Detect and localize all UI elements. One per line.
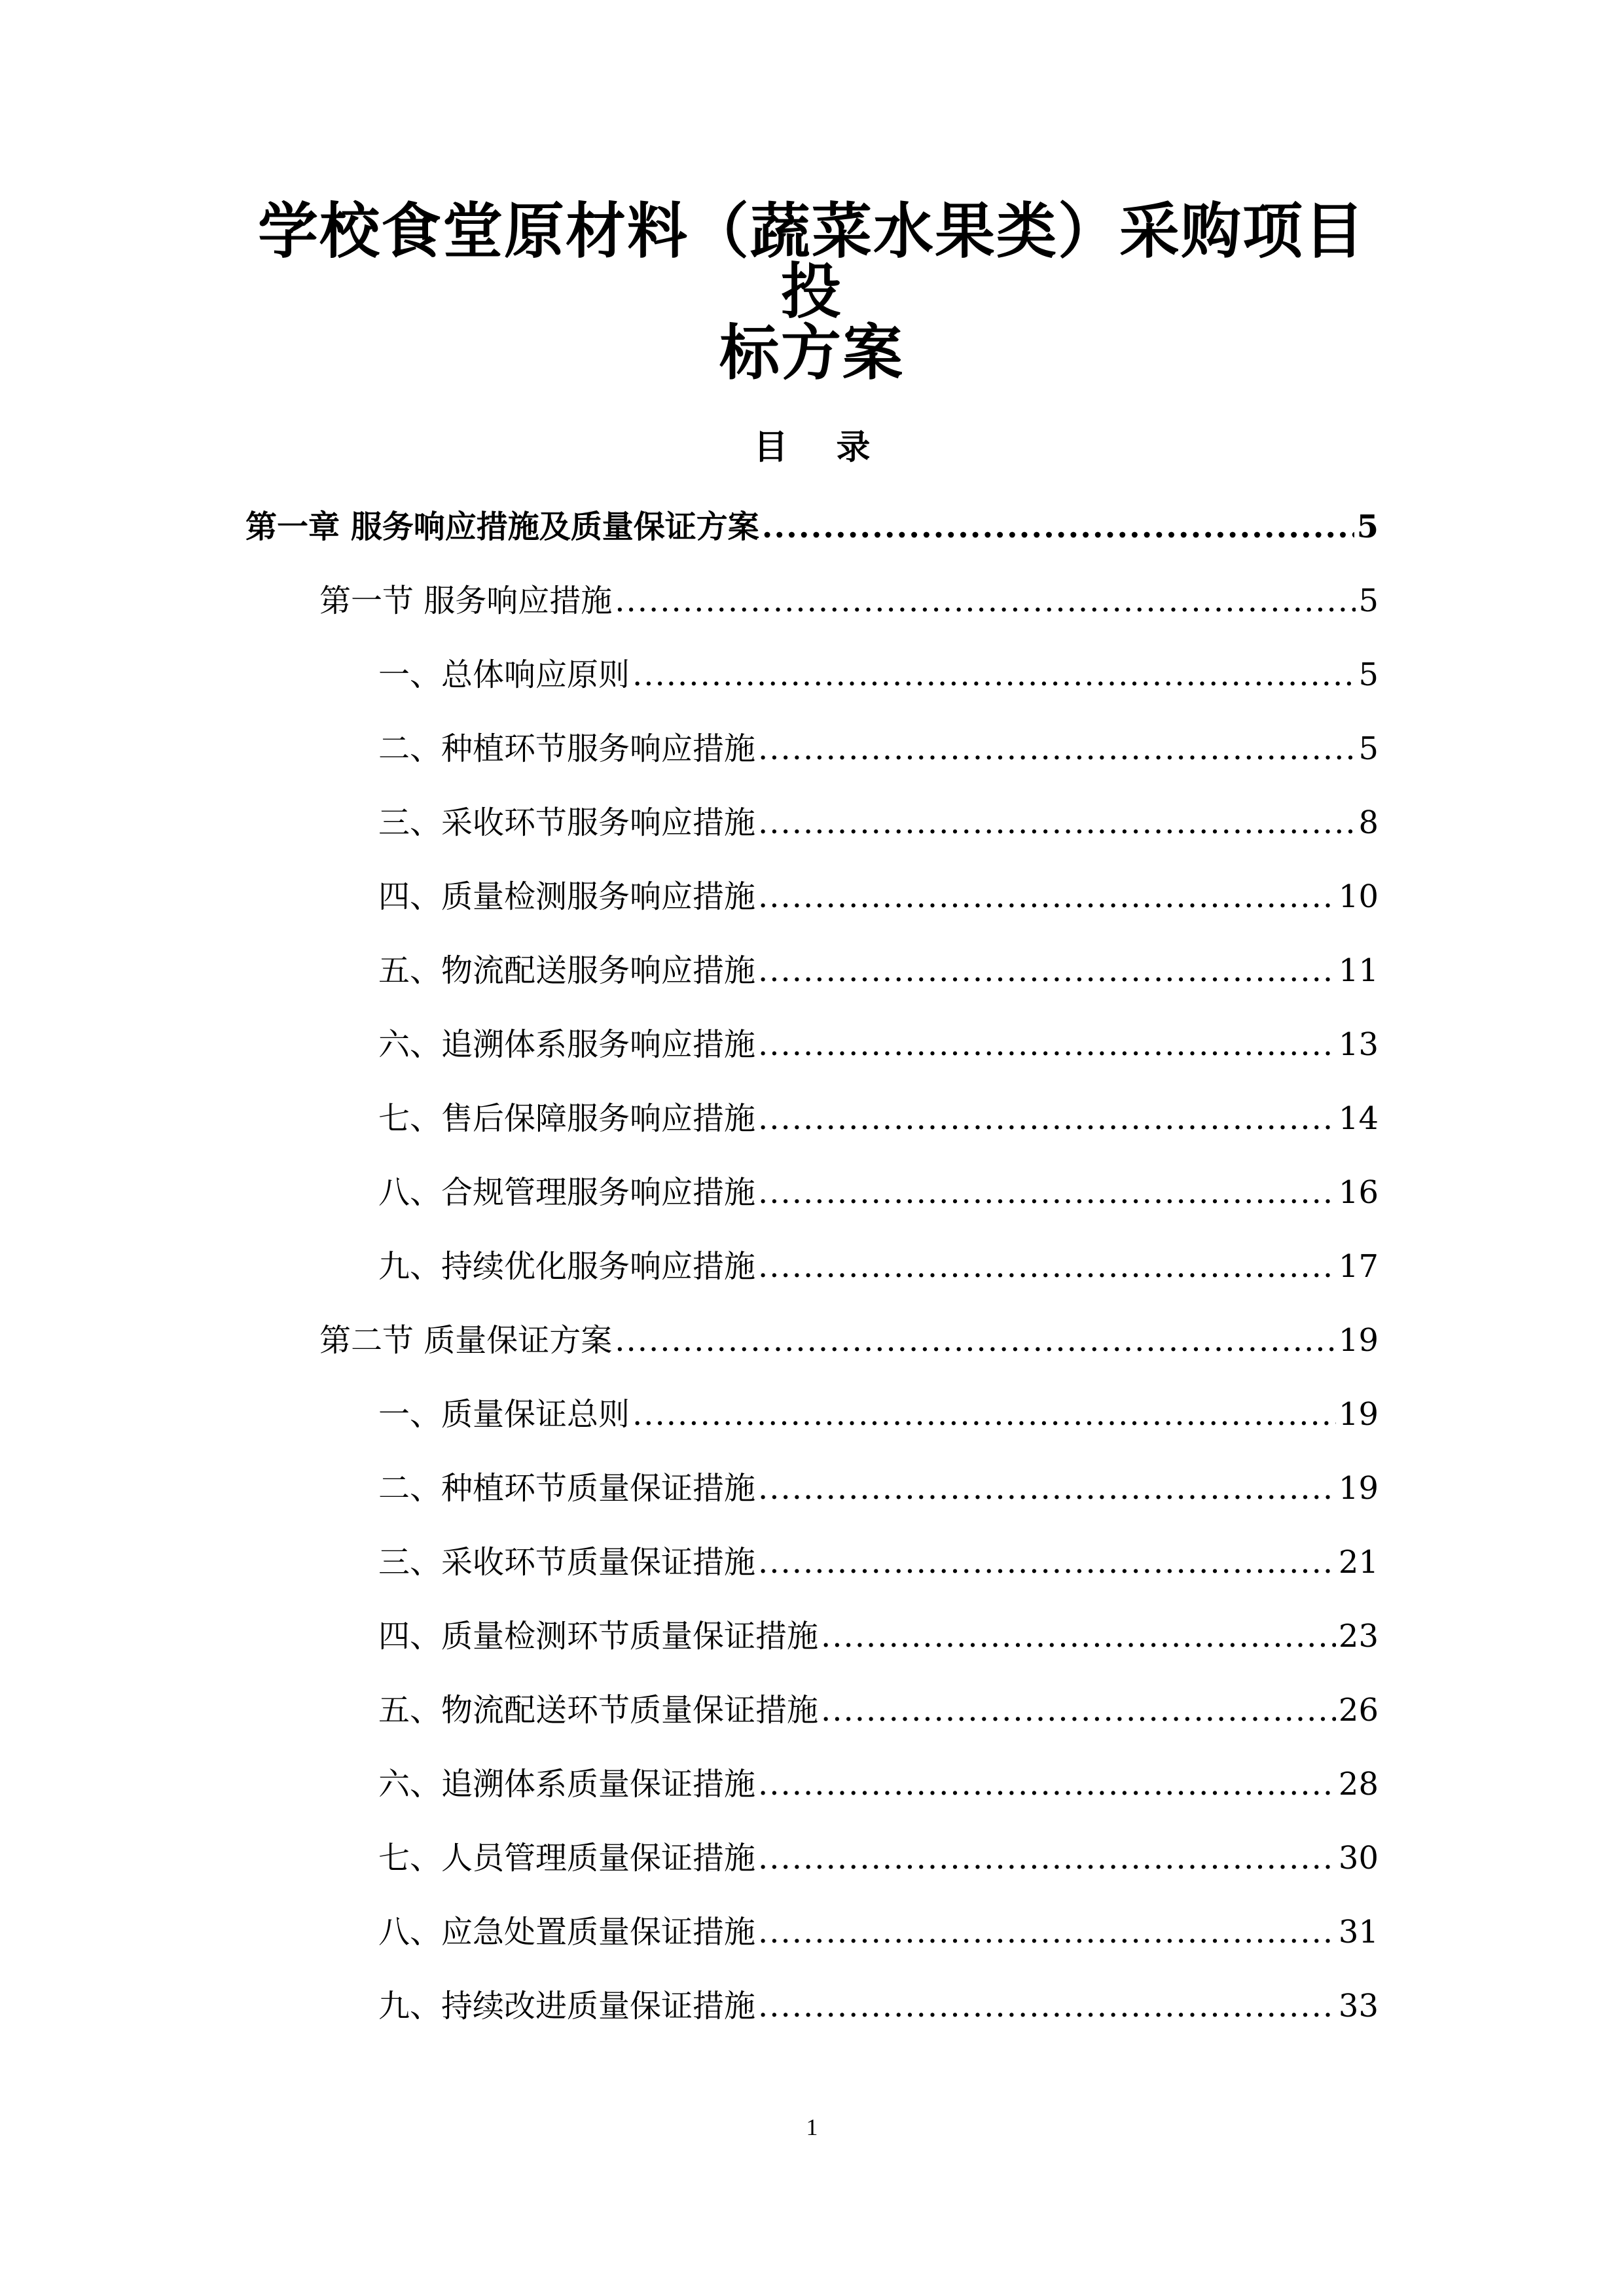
- toc-entry-item[interactable]: [378, 1096, 1379, 1141]
- toc-dot-leader: [758, 874, 1336, 920]
- toc-entry-section-1[interactable]: [319, 578, 1379, 624]
- toc-dot-leader: [632, 1391, 1336, 1437]
- toc-entry-label: 二、种植环节服务响应措施: [378, 730, 756, 767]
- toc-entry-page: 28: [1338, 1766, 1379, 1803]
- toc-entry-page: 5: [1358, 656, 1379, 693]
- toc-entry-label: 第二节 质量保证方案: [319, 1322, 613, 1359]
- toc-entry-item[interactable]: [378, 652, 1379, 698]
- toc-dot-leader: [758, 726, 1356, 772]
- toc-entry-label: 九、持续优化服务响应措施: [378, 1248, 756, 1285]
- document-title-line-2: 标方案: [719, 318, 904, 388]
- toc-dot-leader: [758, 1761, 1336, 1807]
- toc-entry-page: 10: [1338, 878, 1379, 915]
- toc-entry-label: 四、质量检测环节质量保证措施: [378, 1618, 819, 1655]
- toc-dot-leader: [615, 578, 1356, 624]
- toc-entry-item[interactable]: [378, 800, 1379, 846]
- toc-entry-page: 19: [1338, 1470, 1379, 1507]
- toc-dot-leader: [758, 1983, 1336, 2029]
- toc-entry-label: 二、种植环节质量保证措施: [378, 1470, 756, 1507]
- toc-dot-leader: [758, 1539, 1336, 1585]
- toc-dot-leader: [758, 1465, 1336, 1511]
- toc-entry-page: 5: [1358, 730, 1379, 767]
- toc-entry-label: 七、人员管理质量保证措施: [378, 1840, 756, 1876]
- toc-entry-page: 17: [1338, 1248, 1379, 1285]
- toc-entry-page: 8: [1358, 804, 1379, 841]
- toc-heading: 目 录: [753, 428, 889, 467]
- toc-entry-label: 三、采收环节质量保证措施: [378, 1544, 756, 1581]
- toc-entry-page: 23: [1338, 1618, 1379, 1655]
- toc-entry-page: 19: [1338, 1396, 1379, 1433]
- toc-entry-label: 一、总体响应原则: [378, 656, 630, 693]
- toc-entry-chapter-1[interactable]: [245, 504, 1379, 550]
- toc-entry-label: 八、合规管理服务响应措施: [378, 1174, 756, 1211]
- toc-dot-leader: [762, 504, 1354, 550]
- toc-entry-page: 26: [1338, 1692, 1379, 1729]
- toc-entry-page: 14: [1338, 1100, 1379, 1137]
- toc-entry-label: 六、追溯体系质量保证措施: [378, 1766, 756, 1803]
- toc-entry-item[interactable]: [378, 726, 1379, 772]
- toc-entry-item[interactable]: [378, 1983, 1379, 2029]
- toc-entry-label: 第一节 服务响应措施: [319, 583, 613, 619]
- toc-entry-label: 九、持续改进质量保证措施: [378, 1988, 756, 2024]
- toc-entry-page: 30: [1338, 1840, 1379, 1876]
- toc-dot-leader: [758, 1096, 1336, 1141]
- toc-entry-item[interactable]: [378, 1761, 1379, 1807]
- toc-dot-leader: [821, 1687, 1336, 1733]
- toc-entry-label: 五、物流配送服务响应措施: [378, 952, 756, 989]
- toc-dot-leader: [758, 1244, 1336, 1289]
- toc-entry-item[interactable]: [378, 1835, 1379, 1881]
- toc-entry-item[interactable]: [378, 1391, 1379, 1437]
- toc-entry-section-2[interactable]: [319, 1318, 1379, 1363]
- toc-entry-label: 七、售后保障服务响应措施: [378, 1100, 756, 1137]
- toc-entry-label: 八、应急处置质量保证措施: [378, 1914, 756, 1950]
- toc-entry-item[interactable]: [378, 1613, 1379, 1659]
- toc-dot-leader: [758, 948, 1336, 994]
- toc-entry-label: 第一章 服务响应措施及质量保证方案: [245, 509, 759, 545]
- toc-entry-item[interactable]: [378, 1022, 1379, 1067]
- toc-entry-page: 21: [1338, 1544, 1379, 1581]
- toc-dot-leader: [615, 1318, 1336, 1363]
- toc-entry-page: 11: [1338, 952, 1379, 989]
- toc-entry-item[interactable]: [378, 948, 1379, 994]
- toc-dot-leader: [758, 1170, 1336, 1215]
- toc-entry-item[interactable]: [378, 1687, 1379, 1733]
- toc-dot-leader: [821, 1613, 1336, 1659]
- toc-entry-page: 31: [1338, 1914, 1379, 1950]
- toc-entry-page: 5: [1358, 583, 1379, 619]
- toc-entry-page: 5: [1356, 509, 1379, 545]
- page-number: 1: [806, 2114, 818, 2140]
- toc-entry-item[interactable]: [378, 1909, 1379, 1955]
- toc-dot-leader: [758, 1909, 1336, 1955]
- toc-entry-item[interactable]: [378, 874, 1379, 920]
- toc-dot-leader: [758, 1835, 1336, 1881]
- toc-entry-page: 16: [1338, 1174, 1379, 1211]
- toc-dot-leader: [758, 1022, 1336, 1067]
- toc-entry-item[interactable]: [378, 1170, 1379, 1215]
- toc-entry-item[interactable]: [378, 1244, 1379, 1289]
- toc-entry-page: 19: [1338, 1322, 1379, 1359]
- toc-dot-leader: [632, 652, 1356, 698]
- document-title-line-1: 学校食堂原材料（蔬菜水果类）采购项目投: [257, 196, 1365, 327]
- toc-entry-label: 五、物流配送环节质量保证措施: [378, 1692, 819, 1729]
- toc-dot-leader: [758, 800, 1356, 846]
- toc-entry-label: 四、质量检测服务响应措施: [378, 878, 756, 915]
- toc-entry-page: 13: [1338, 1026, 1379, 1063]
- toc-entry-label: 六、追溯体系服务响应措施: [378, 1026, 756, 1063]
- toc-entry-page: 33: [1338, 1988, 1379, 2024]
- toc-entry-item[interactable]: [378, 1465, 1379, 1511]
- toc-entry-item[interactable]: [378, 1539, 1379, 1585]
- toc-entry-label: 三、采收环节服务响应措施: [378, 804, 756, 841]
- toc-entry-label: 一、质量保证总则: [378, 1396, 630, 1433]
